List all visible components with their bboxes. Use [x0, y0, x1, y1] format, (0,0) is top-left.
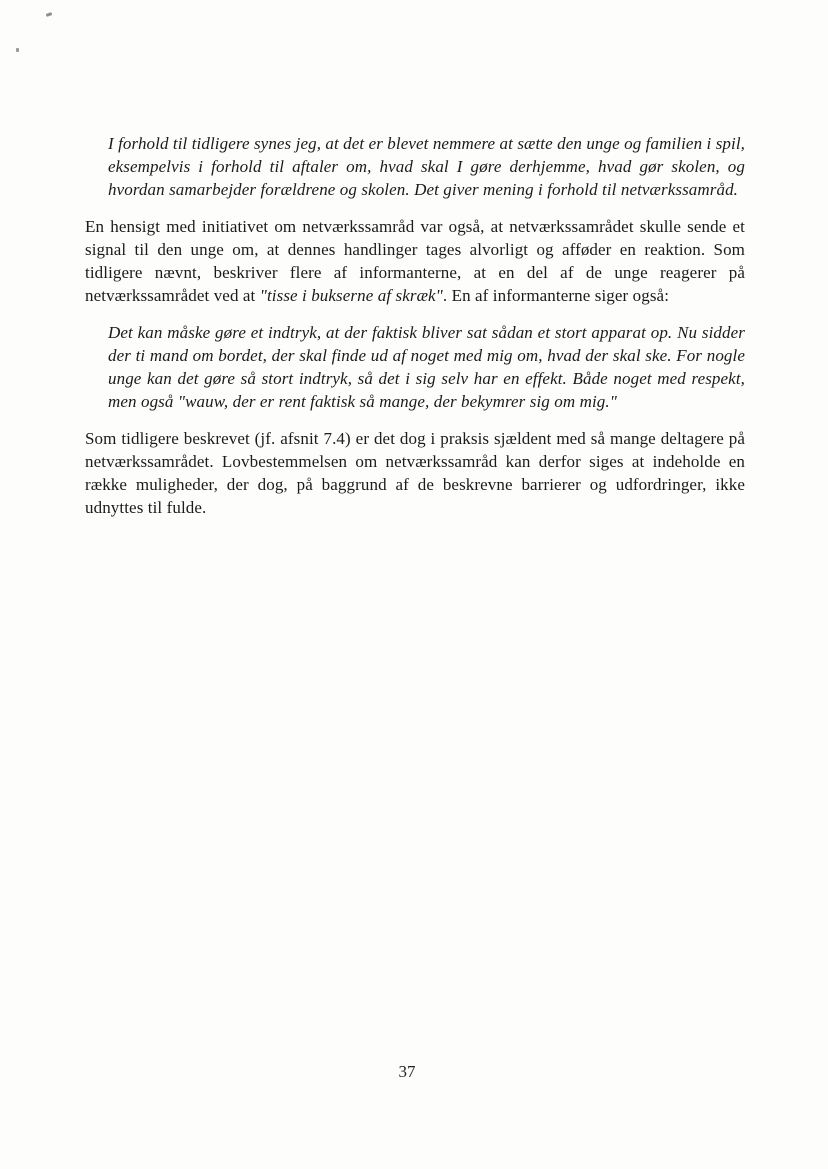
inline-italic-quote: "tisse i bukserne af skræk" — [259, 286, 443, 305]
page-number: 37 — [398, 1062, 416, 1081]
paragraph-text: En hensigt med initiativet om netværkssamråd var også, at netværkssamrådet skulle sende et signal til den unge om, at dennes handlinger tages alvorligt og afføder en reaktion. Som tidligere nævnt, beskriver flere af informanterne, at en del af de unge reagerer på netværkssamrådet ved at — [85, 217, 745, 305]
paragraph-text: . En af informanterne siger også: — [442, 286, 670, 305]
page-body — [85, 132, 745, 533]
block-quote-2: Det kan måske gøre et indtryk, at der faktisk bliver sat sådan et stort apparat op. Nu sidder der ti mand om bordet, der skal finde ud af noget med mig om, hvad der skal ske. For nogle unge kan det gøre så stort indtryk, så det i sig selv har en effekt. Både noget med respekt, men også "wauw, der er rent faktisk så mange, der bekymrer sig om mig." — [108, 323, 745, 411]
scan-artifact-speck — [16, 48, 19, 52]
block-quote-1: I forhold til tidligere synes jeg, at det er blevet nemmere at sætte den unge og familien i spil, eksempelvis i forhold til aftaler om, hvad skal I gøre derhjemme, hvad gør skolen, og hvordan samarbejder forældrene og skolen. Det giver mening i forhold til netværkssamråd. — [108, 134, 746, 199]
body-paragraph-1 — [85, 215, 745, 307]
scan-artifact-speck — [46, 12, 53, 17]
body-paragraph-2: Som tidligere beskrevet (jf. afsnit 7.4) er det dog i praksis sjældent med så mange deltagere på netværkssamrådet. Lovbestemmelsen om netværkssamråd kan derfor siges at indeholde en række muligheder, der dog, på baggrund af de beskrevne barrierer og udfordringer, ikke udnyttes til fulde. — [85, 429, 745, 517]
